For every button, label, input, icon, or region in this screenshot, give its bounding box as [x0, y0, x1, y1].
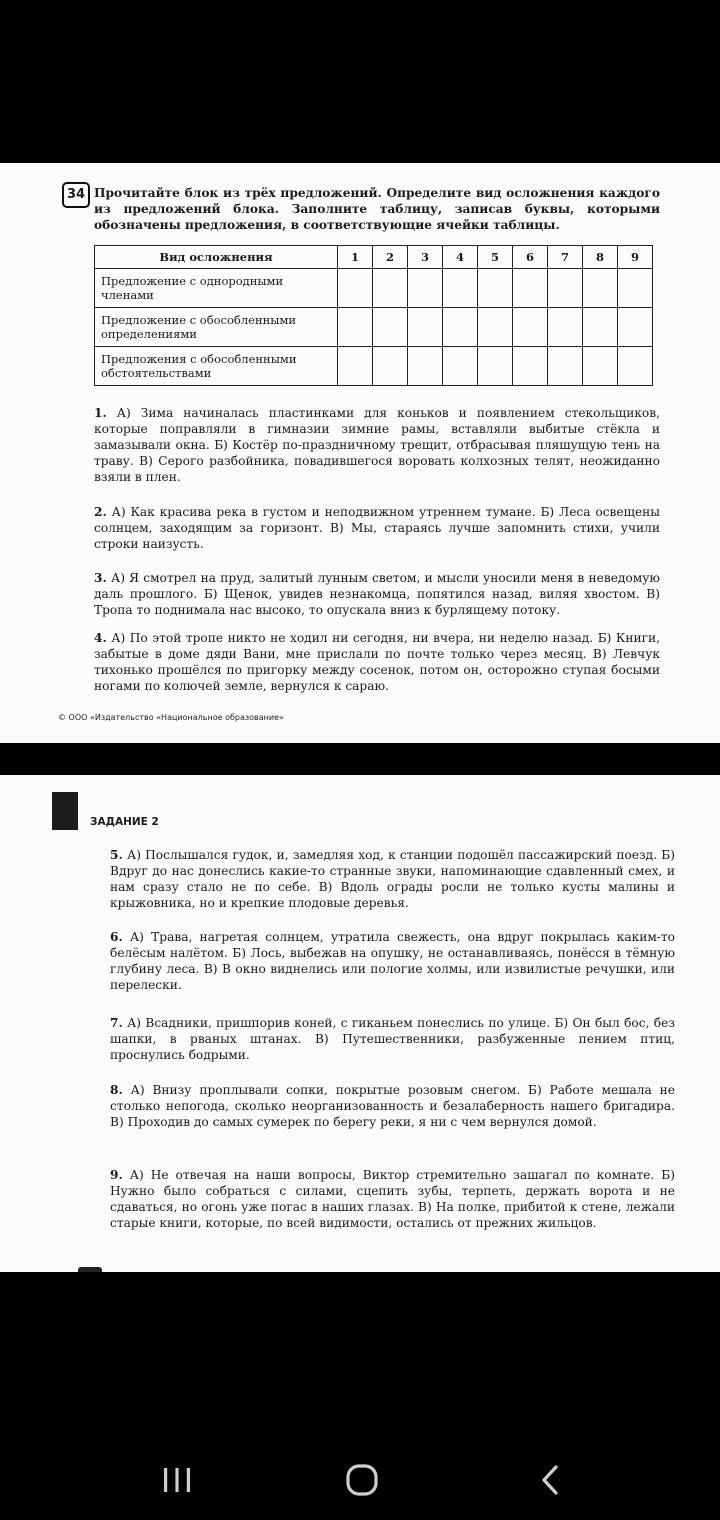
exercise-number: 1. [94, 406, 107, 420]
back-icon [520, 1458, 580, 1502]
answer-cell [338, 308, 373, 347]
exercise-9 [110, 1167, 675, 1231]
exercise-text: А) Всадники, пришпорив коней, с гиканьем понеслись по улице. Б) Он был бос, без шапки, в рваных штанах. В) Путешественники, разбуженные пением птиц, проснулись бодрыми. [110, 1016, 675, 1062]
worksheet-page-1 [0, 163, 720, 743]
table-column-header: 8 [583, 246, 618, 269]
exercise-number: 5. [110, 848, 123, 862]
table-row-label: Предложение с обособленными определениями [95, 308, 338, 347]
exercise-2 [94, 504, 660, 552]
exercise-text: А) Не отвечая на наши вопросы, Виктор стремительно зашагал по комнате. Б) Нужно было собраться с силами, сцепить зубы, терпеть, держать ворота и не сдаваться, но огонь уже погас в наших глазах. В) На полке, прибитой к стене, лежали старые книги, которые, по всей видимости, остались от прежних жильцов. [110, 1168, 676, 1230]
task-number-badge: 34 [62, 182, 90, 208]
exercise-7 [110, 1015, 675, 1063]
table-column-header: 4 [443, 246, 478, 269]
exercise-text: А) Зима начиналась пластинками для коньков и появлением стекольщиков, которые поправляли в гимназии зимние рамы, вставляли выбитые стёкла и замазывали окна. Б) Костёр по-праздничному трещит, отбрасывая пляшущую тень на траву. В) Серого разбойника, повадившегося воровать колхозных телят, неожиданно взяли в плен. [94, 406, 661, 484]
table-column-header: 7 [548, 246, 583, 269]
answer-cell [618, 347, 653, 386]
answer-cell [548, 269, 583, 308]
exercise-number: 3. [94, 571, 107, 585]
answer-cell [408, 347, 443, 386]
back-button[interactable] [520, 1458, 580, 1502]
exercise-text: А) Внизу проплывали сопки, покрытые розовым снегом. Б) Работе мешала не столько непогода, сколько неорганизованность и безалаберность нашего бригадира. В) Проходив до самых сумерек по берегу реки, я ни с чем вернулся домой. [110, 1083, 676, 1129]
answer-cell [583, 347, 618, 386]
answer-cell [443, 347, 478, 386]
answer-cell [513, 308, 548, 347]
table-row [95, 308, 653, 347]
table-row-label: Предложения с обособленными обстоятельствами [95, 347, 338, 386]
table-row-label: Предложение с однородными членами [95, 269, 338, 308]
answer-cell [408, 269, 443, 308]
exercise-number: 4. [94, 631, 107, 645]
table-header-label: Вид осложнения [95, 246, 338, 269]
answer-cell [443, 308, 478, 347]
exercise-4 [94, 630, 660, 694]
answer-cell [408, 308, 443, 347]
answer-cell [478, 269, 513, 308]
exercise-number: 7. [110, 1016, 123, 1030]
answer-cell [373, 347, 408, 386]
exercise-1 [94, 405, 660, 485]
exercise-text: А) Я смотрел на пруд, залитый лунным светом, и мысли уносили меня в неведомую даль прошлого. Б) Щенок, увидев незнакомца, попятился назад, виляя хвостом. В) Тропа то поднимала нас высоко, то опускала вниз к бурлящему потоку. [94, 571, 661, 617]
answer-cell [618, 269, 653, 308]
section-marker [52, 792, 78, 830]
table-header-row [95, 246, 653, 269]
answer-cell [373, 269, 408, 308]
answer-table [94, 245, 653, 386]
exercise-3 [94, 570, 660, 618]
table-column-header: 9 [618, 246, 653, 269]
answer-cell [618, 308, 653, 347]
recent-apps-button[interactable] [147, 1458, 207, 1502]
answer-cell [513, 269, 548, 308]
exercise-text: А) Как красива река в густом и неподвижном утреннем тумане. Б) Леса освещены солнцем, заходящим за горизонт. В) Мы, стараясь лучше запомнить стихи, учили строки наизусть. [94, 505, 661, 551]
answer-cell [548, 308, 583, 347]
home-button[interactable] [332, 1458, 392, 1502]
home-icon [332, 1458, 392, 1502]
exercise-number: 2. [94, 505, 107, 519]
answer-cell [373, 308, 408, 347]
answer-cell [583, 308, 618, 347]
answer-cell [478, 347, 513, 386]
table-column-header: 6 [513, 246, 548, 269]
answer-cell [338, 269, 373, 308]
exercise-5 [110, 847, 675, 911]
system-navigation-bar [0, 1440, 720, 1520]
next-section-marker [78, 1267, 102, 1272]
recent-apps-icon [147, 1458, 207, 1502]
exercise-8 [110, 1082, 675, 1130]
table-column-header: 2 [373, 246, 408, 269]
exercise-6 [110, 929, 675, 993]
exercise-number: 9. [110, 1168, 123, 1182]
answer-cell [513, 347, 548, 386]
answer-cell [478, 308, 513, 347]
exercise-number: 6. [110, 930, 123, 944]
table-row [95, 347, 653, 386]
answer-cell [583, 269, 618, 308]
copyright-notice: © ООО «Издательство «Национальное образование» [58, 713, 284, 722]
answer-cell [443, 269, 478, 308]
section-title: ЗАДАНИЕ 2 [90, 816, 159, 828]
task-instructions: Прочитайте блок из трёх предложений. Определите вид осложнения каждого из предложений блока. Заполните таблицу, записав буквы, которыми обозначены предложения, в соответствующие ячейки таблицы. [94, 186, 660, 232]
exercise-number: 8. [110, 1083, 123, 1097]
table-column-header: 3 [408, 246, 443, 269]
answer-cell [548, 347, 583, 386]
exercise-text: А) Трава, нагретая солнцем, утратила свежесть, она вдруг покрылась каким-то белёсым налётом. Б) Лось, выбежав на опушку, не останавливаясь, понёсся в тёмную глубину леса. В) В окно виднелись или пологие холмы, или извилистые речушки, или перелески. [110, 930, 675, 992]
table-column-header: 5 [478, 246, 513, 269]
table-row [95, 269, 653, 308]
table-column-header: 1 [338, 246, 373, 269]
answer-cell [338, 347, 373, 386]
exercise-text: А) Послышался гудок, и, замедляя ход, к станции подошёл пассажирский поезд. Б) Вдруг до нас донеслись какие-то странные звуки, напоминающие сдавленный смех, и нам сразу стало не по себе. В) Вдоль ограды росли не только кусты малины и крыжовника, но и крепкие плодовые деревья. [110, 848, 675, 910]
worksheet-page-2 [0, 775, 720, 1272]
exercise-text: А) По этой тропе никто не ходил ни сегодня, ни вчера, ни неделю назад. Б) Книги, забытые в доме дяди Вани, мне прислали по почте только через месяц. В) Левчук тихонько прошёлся по пригорку между сосенок, потом он, осторожно ступая босыми ногами по колючей земле, вернулся к сараю. [94, 631, 660, 693]
